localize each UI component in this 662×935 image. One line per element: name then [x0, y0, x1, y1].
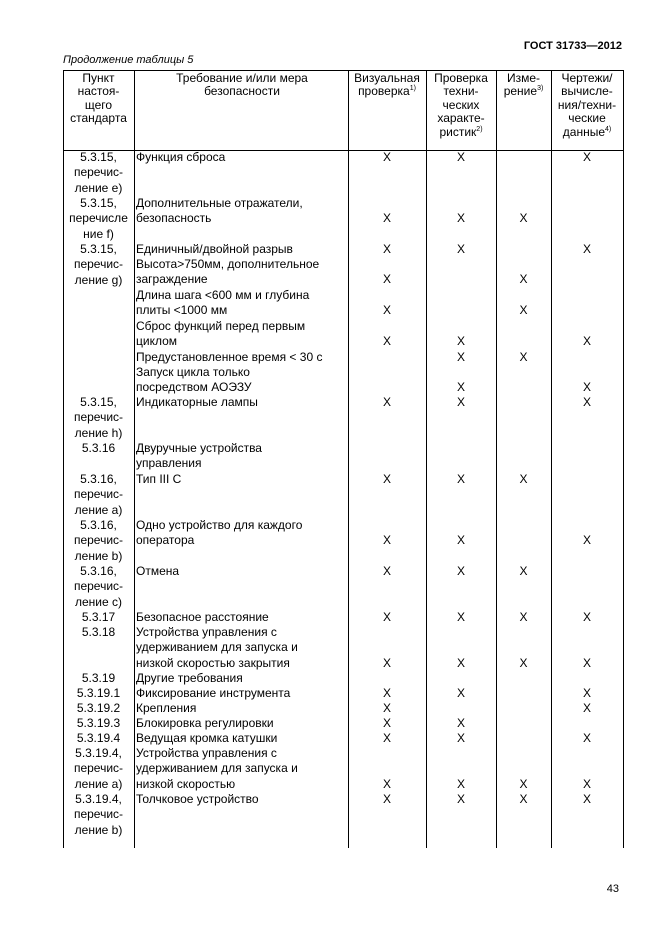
check-mark-draw: X: [582, 242, 591, 256]
check-mark-tech: X: [456, 350, 465, 364]
table-row-clause: 5.3.19.4, перечис- ление a): [73, 746, 124, 791]
check-mark-vis: X: [382, 776, 391, 791]
requirements-table: [63, 70, 623, 848]
check-mark-tech: X: [456, 380, 465, 395]
check-mark-tech: X: [456, 655, 465, 670]
check-mark-draw: X: [582, 776, 591, 791]
table-row-requirement: Запуск цикла только посредством АОЭЗУ: [136, 365, 252, 395]
check-mark-vis: X: [382, 334, 391, 349]
check-mark-vis: X: [382, 395, 391, 409]
check-mark-tech: X: [456, 472, 465, 486]
check-mark-tech: X: [456, 610, 465, 624]
header-visual-check: Визуальная проверка$^{1)}$: [354, 71, 420, 99]
check-mark-draw: X: [582, 655, 591, 670]
check-mark-vis: X: [382, 731, 391, 745]
table-row-requirement: Длина шага <600 мм и глубина плиты <1000 мм: [136, 288, 310, 318]
table-row-requirement: Безопасное расстояние: [136, 610, 269, 624]
table-row-clause: 5.3.15, перечис- ление g): [73, 242, 124, 287]
table-row-requirement: Высота>750мм, дополнительное заграждение: [136, 257, 320, 287]
table-row-clause: 5.3.17: [81, 610, 116, 624]
check-mark-meas: X: [519, 610, 528, 624]
table-row-requirement: Одно устройство для каждого оператора: [136, 518, 303, 548]
check-mark-tech: X: [456, 731, 465, 745]
check-mark-meas: X: [519, 472, 528, 486]
check-mark-vis: X: [382, 211, 391, 226]
page-number: 43: [606, 883, 619, 895]
table-row-requirement: Двуручные устройства управления: [136, 441, 262, 471]
table-border-right: [623, 70, 624, 848]
table-row-clause: 5.3.19.4, перечис- ление b): [73, 792, 124, 837]
table-row-clause: 5.3.16, перечис- ление a): [73, 472, 124, 517]
table-row-requirement: Единичный/двойной разрыв: [136, 242, 293, 256]
check-mark-draw: X: [582, 533, 591, 548]
table-continuation-caption: Продолжение таблицы 5: [63, 54, 194, 66]
check-mark-draw: X: [582, 701, 591, 715]
table-row-clause: 5.3.16, перечис- ление c): [73, 564, 124, 609]
table-row-clause: 5.3.15, перечисле ние f): [69, 196, 128, 241]
table-row-requirement: Блокировка регулировки: [136, 716, 274, 730]
table-row-requirement: Дополнительные отражатели, безопасность: [136, 196, 303, 226]
check-mark-vis: X: [382, 564, 391, 578]
check-mark-tech: X: [456, 395, 465, 409]
table-row-requirement: Устройства управления с удерживанием для запуска и низкой скоростью: [136, 746, 298, 791]
table-row-requirement: Устройства управления с удерживанием для запуска и низкой скоростью закрытия: [136, 625, 298, 670]
check-mark-draw: X: [582, 792, 591, 806]
table-row-clause: 5.3.19.1: [76, 686, 121, 700]
header-clause: Пункт настоя- щего стандарта: [70, 71, 127, 126]
table-row-requirement: Сброс функций перед первым циклом: [136, 319, 306, 349]
table-row-requirement: Предустановленное время < 30 с: [136, 350, 323, 364]
check-mark-tech: X: [456, 564, 465, 578]
table-row-requirement: Фиксирование инструмента: [136, 686, 291, 700]
check-mark-meas: X: [519, 272, 528, 287]
check-mark-tech: X: [456, 792, 465, 806]
table-row-requirement: Другие требования: [136, 671, 243, 685]
table-row-clause: 5.3.15, перечис- ление e): [73, 150, 124, 195]
header-requirement: Требование и/или мера безопасности: [176, 71, 308, 99]
table-row-clause: 5.3.15, перечис- ление h): [73, 395, 124, 440]
check-mark-vis: X: [382, 610, 391, 624]
standard-designation: ГОСТ 31733—2012: [523, 40, 622, 52]
check-mark-vis: X: [382, 272, 391, 287]
check-mark-draw: X: [582, 380, 591, 395]
check-mark-meas: X: [519, 350, 528, 364]
check-mark-vis: X: [382, 701, 391, 715]
check-mark-tech: X: [456, 242, 465, 256]
check-mark-tech: X: [456, 533, 465, 548]
check-mark-vis: X: [382, 655, 391, 670]
check-mark-vis: X: [382, 686, 391, 700]
check-mark-meas: X: [519, 564, 528, 578]
check-mark-meas: X: [519, 211, 528, 226]
check-mark-tech: X: [456, 150, 465, 164]
table-row-requirement: Тип III C: [136, 472, 182, 486]
check-mark-draw: X: [582, 395, 591, 409]
table-row-requirement: Крепления: [136, 701, 197, 715]
check-mark-draw: X: [582, 731, 591, 745]
check-mark-meas: X: [519, 655, 528, 670]
table-row-clause: 5.3.19.4: [76, 731, 121, 745]
check-mark-vis: X: [382, 303, 391, 318]
check-mark-draw: X: [582, 334, 591, 349]
check-mark-vis: X: [382, 150, 391, 164]
column-divider: [134, 70, 135, 848]
check-mark-tech: X: [456, 686, 465, 700]
header-measurement: Изме- рение$^{3)}$: [503, 71, 544, 99]
check-mark-draw: X: [582, 610, 591, 624]
table-row-clause: 5.3.19.2: [76, 701, 121, 715]
check-mark-meas: X: [519, 792, 528, 806]
check-mark-tech: X: [456, 211, 465, 226]
table-row-clause: 5.3.18: [81, 625, 116, 639]
check-mark-vis: X: [382, 242, 391, 256]
check-mark-tech: X: [456, 716, 465, 730]
table-row-clause: 5.3.19: [81, 671, 116, 685]
check-mark-vis: X: [382, 472, 391, 486]
table-row-requirement: Отмена: [136, 564, 180, 578]
table-row-clause: 5.3.16, перечис- ление b): [73, 518, 124, 563]
check-mark-draw: X: [582, 150, 591, 164]
column-divider: [496, 70, 497, 848]
check-mark-tech: X: [456, 776, 465, 791]
check-mark-vis: X: [382, 533, 391, 548]
check-mark-vis: X: [382, 792, 391, 806]
table-row-requirement: Индикаторные лампы: [136, 395, 258, 409]
table-row-requirement: Толчковое устройство: [136, 792, 259, 806]
table-row-requirement: Ведущая кромка катушки: [136, 731, 278, 745]
check-mark-meas: X: [519, 776, 528, 791]
check-mark-draw: X: [582, 686, 591, 700]
table-row-clause: 5.3.16: [81, 441, 116, 455]
table-row-clause: 5.3.19.3: [76, 716, 121, 730]
check-mark-vis: X: [382, 716, 391, 730]
header-tech-check: Проверка техни- ческих характе- ристик$^{2)}$: [434, 71, 488, 139]
header-drawings: Чертежи/ вычисле- ния/техни- ческие данные$^{4)}$: [557, 71, 617, 139]
check-mark-tech: X: [456, 334, 465, 349]
table-row-requirement: Функция сброса: [136, 150, 226, 164]
check-mark-meas: X: [519, 303, 528, 318]
